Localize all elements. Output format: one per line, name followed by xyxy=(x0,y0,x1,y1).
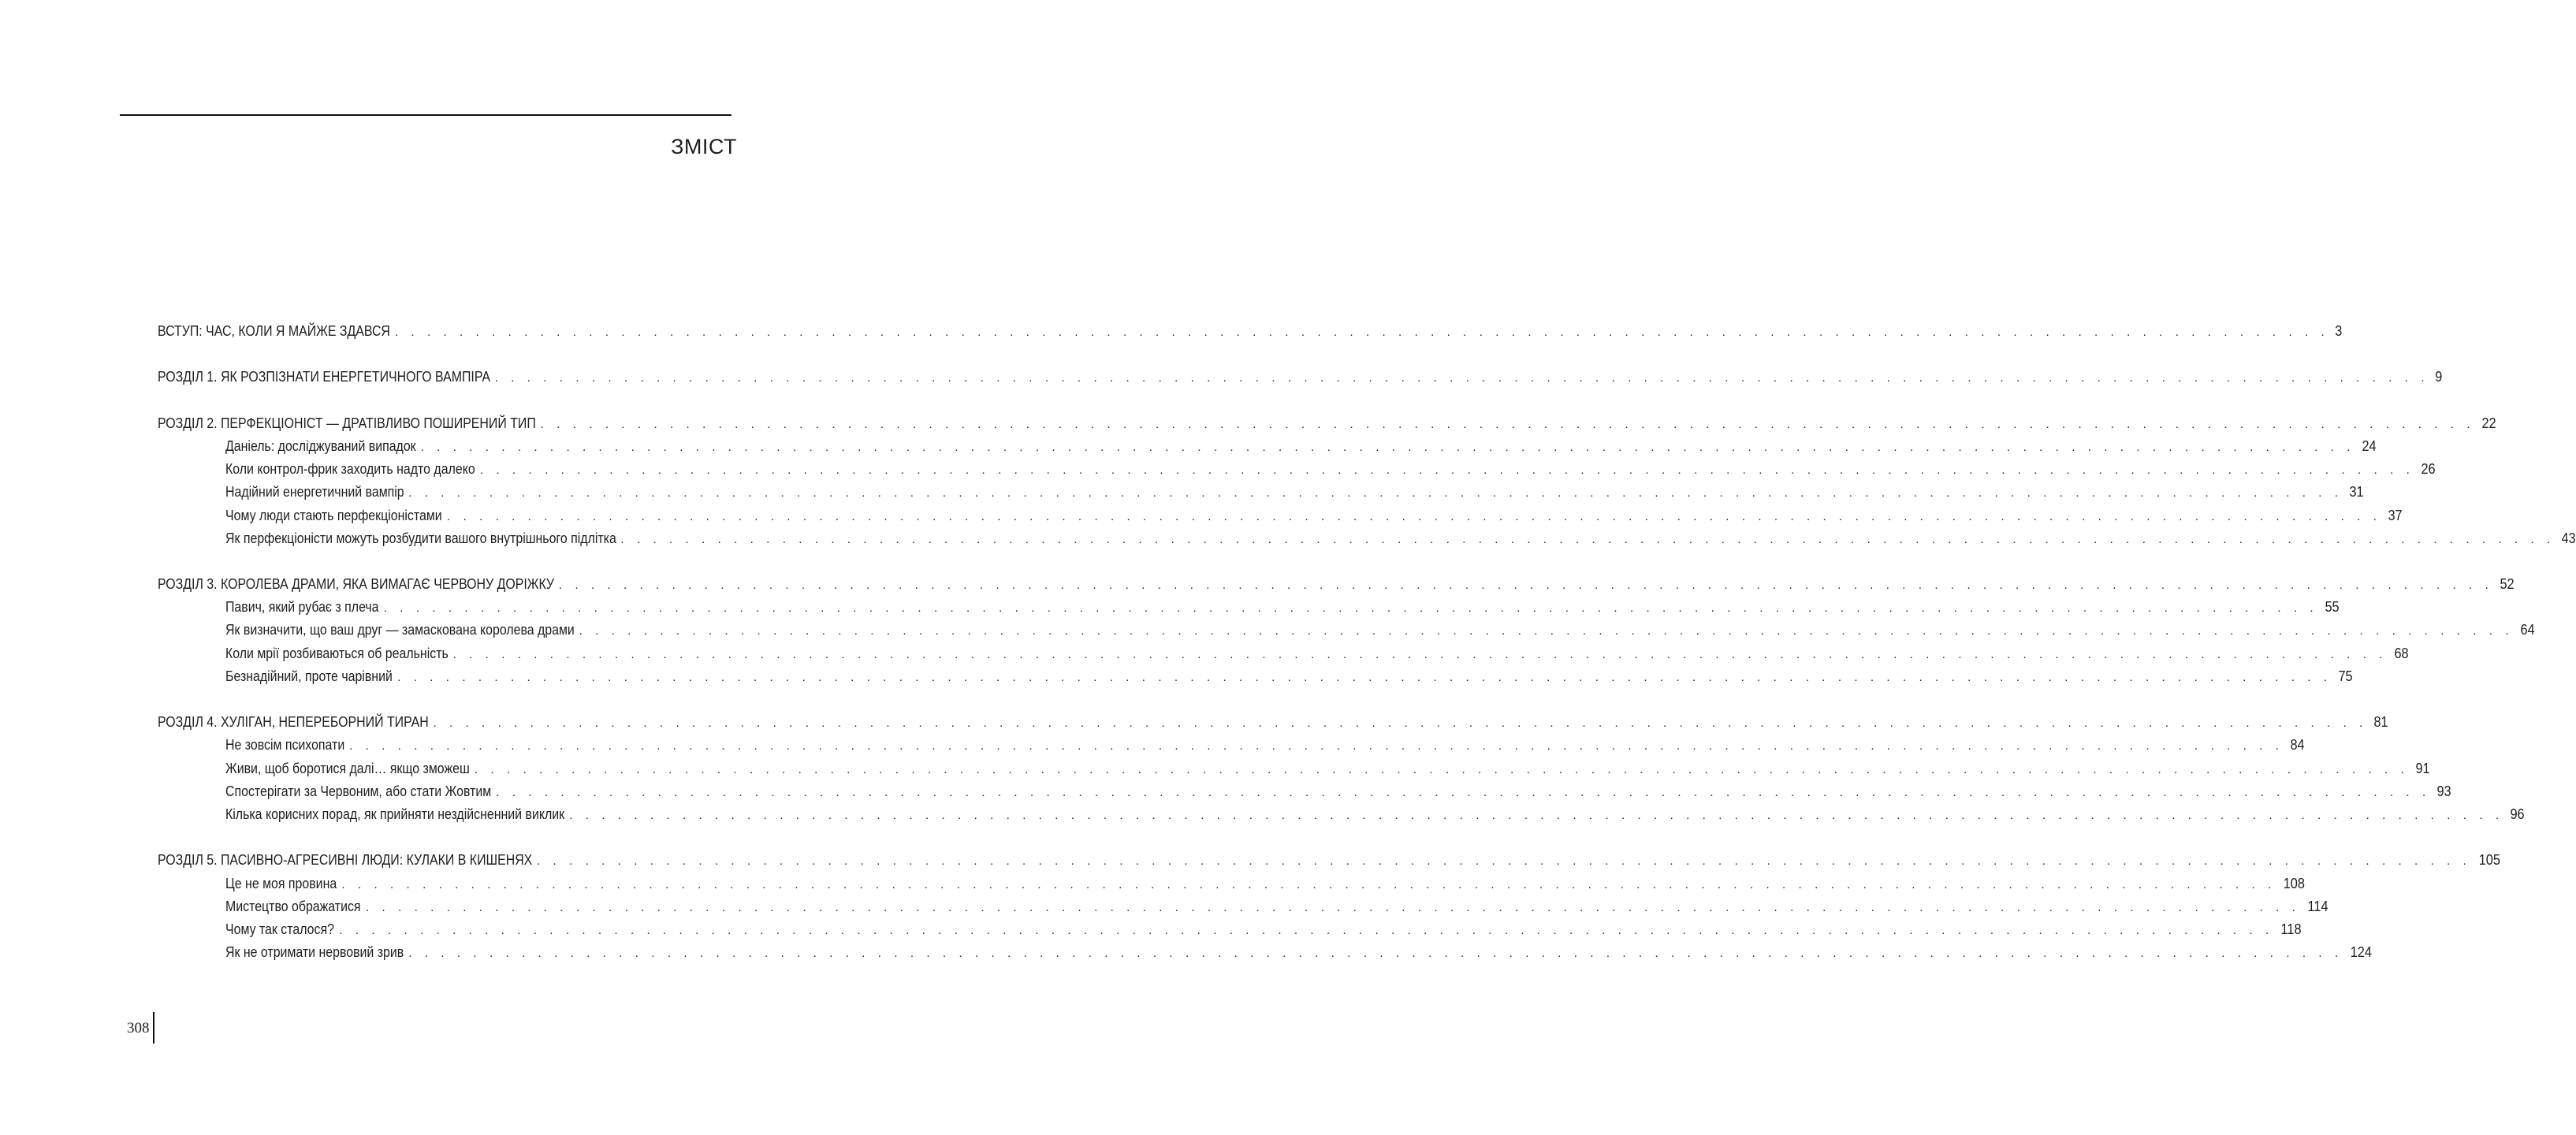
toc-leader-dots: . . . . . . . . . . . . . . . . . . . . . . . . . . . . . . . . . . . . . . . . . . . . . . . . . . . . . . . . . . . . . . . . . . . . . . . . . . . . . . . . . . . . . . . . . . . . . . . . . . . . . . . . . . . . . . . . . . . . . . . . xyxy=(408,486,2343,501)
toc-entry-page: 37 xyxy=(2388,506,2403,523)
toc-entry-title: Павич, який рубає з плеча xyxy=(225,598,379,616)
toc-entry-title: Як не отримати нервовий зрив xyxy=(225,943,404,961)
toc-entry-title: Спостерігати за Червоним, або стати Жовтим xyxy=(225,782,492,799)
toc-entry-title: Даніель: досліджуваний випадок xyxy=(225,437,416,454)
toc-leader-dots: . . . . . . . . . . . . . . . . . . . . . . . . . . . . . . . . . . . . . . . . . . . . . . . . . . . . . . . . . . . . . . . . . . . . . . . . . . . . . . . . . . . . . . . . . . . . . . . . . . . . . . . . . . . . . . . . . . . . . . . . xyxy=(447,509,2381,523)
toc-section-entry[interactable] xyxy=(158,802,2525,825)
toc-chapter-entry[interactable] xyxy=(158,365,2442,388)
toc-entry-title: Надійний енергетичний вампір xyxy=(225,483,404,501)
toc-entry-title: Живи, щоб боротися далі… якщо зможеш xyxy=(225,759,470,776)
toc-chapter-entry[interactable] xyxy=(158,848,2500,871)
toc-gap xyxy=(158,342,722,365)
toc-section-entry[interactable] xyxy=(158,642,2409,664)
toc-entry-page: 26 xyxy=(2421,460,2436,478)
page-number: 308 xyxy=(127,1020,150,1036)
toc-entry-page: 9 xyxy=(2434,368,2442,385)
toc-section-entry[interactable] xyxy=(158,940,2373,963)
toc-leader-dots: . . . . . . . . . . . . . . . . . . . . . . . . . . . . . . . . . . . . . . . . . . . . . . . . . . . . . . . . . . . . . . . . . . . . . . . . . . . . . . . . . . . . . . . . . . . . . . . . . . . . . . . . . . . . . . . . . . . . . . . . xyxy=(558,579,2493,593)
toc-entry-title: Як визначити, що ваш друг — замаскована королева драми xyxy=(225,621,575,638)
toc-chapter-entry[interactable] xyxy=(158,572,2515,595)
toc-entry-page: 118 xyxy=(2280,920,2302,937)
toc-entry-page: 22 xyxy=(2481,414,2496,431)
toc-entry-page: 96 xyxy=(2510,805,2525,822)
toc-gap xyxy=(158,825,722,848)
toc-entry-title: Коли контрол-фрик заходить надто далеко xyxy=(225,460,475,478)
toc-leader-dots: . . . . . . . . . . . . . . . . . . . . . . . . . . . . . . . . . . . . . . . . . . . . . . . . . . . . . . . . . . . . . . . . . . . . . . . . . . . . . . . . . . . . . . . . . . . . . . . . . . . . . . . . . . . . . . . . . . . . . . . . xyxy=(341,877,2276,891)
toc-leader-dots: . . . . . . . . . . . . . . . . . . . . . . . . . . . . . . . . . . . . . . . . . . . . . . . . . . . . . . . . . . . . . . . . . . . . . . . . . . . . . . . . . . . . . . . . . . . . . . . . . . . . . . . . . . . . . . . . . . . . . . . . xyxy=(540,417,2475,431)
toc-section-entry[interactable] xyxy=(158,895,2328,917)
toc-entry-page: 124 xyxy=(2350,943,2373,961)
toc-entry-page: 43 xyxy=(2561,529,2576,546)
toc-entry-page: 24 xyxy=(2362,437,2377,454)
toc-leader-dots: . . . . . . . . . . . . . . . . . . . . . . . . . . . . . . . . . . . . . . . . . . . . . . . . . . . . . . . . . . . . . . . . . . . . . . . . . . . . . . . . . . . . . . . . . . . . . . . . . . . . . . . . . . . . . . . . . . . . . . . . xyxy=(408,947,2343,961)
toc-leader-dots: . . . . . . . . . . . . . . . . . . . . . . . . . . . . . . . . . . . . . . . . . . . . . . . . . . . . . . . . . . . . . . . . . . . . . . . . . . . . . . . . . . . . . . . . . . . . . . . . . . . . . . . . . . . . . . . . . . . . . . . . xyxy=(620,532,2556,546)
toc-entry-title: РОЗДІЛ 5. ПАСИВНО-АГРЕСИВНІ ЛЮДИ: КУЛАКИ В КИШЕНЯХ xyxy=(158,851,533,869)
toc-entry-title: РОЗДІЛ 2. ПЕРФЕКЦІОНІСТ — ДРАТІВЛИВО ПОШИРЕНИЙ ТИП xyxy=(158,414,536,431)
toc-entry-page: 84 xyxy=(2290,736,2305,754)
toc-chapter-entry[interactable] xyxy=(158,710,2388,733)
toc-entry-page: 105 xyxy=(2478,851,2500,869)
toc-chapter-entry[interactable] xyxy=(158,319,2343,342)
toc-leader-dots: . . . . . . . . . . . . . . . . . . . . . . . . . . . . . . . . . . . . . . . . . . . . . . . . . . . . . . . . . . . . . . . . . . . . . . . . . . . . . . . . . . . . . . . . . . . . . . . . . . . . . . . . . . . . . . . . . . . . . . . . xyxy=(474,762,2409,776)
toc-gap xyxy=(158,389,722,411)
toc-leader-dots: . . . . . . . . . . . . . . . . . . . . . . . . . . . . . . . . . . . . . . . . . . . . . . . . . . . . . . . . . . . . . . . . . . . . . . . . . . . . . . . . . . . . . . . . . . . . . . . . . . . . . . . . . . . . . . . . . . . . . . . . xyxy=(452,647,2388,661)
toc-entry-page: 108 xyxy=(2284,874,2306,891)
toc-entry-title: РОЗДІЛ 4. ХУЛІГАН, НЕПЕРЕБОРНИЙ ТИРАН xyxy=(158,713,429,731)
toc-leader-dots: . . . . . . . . . . . . . . . . . . . . . . . . . . . . . . . . . . . . . . . . . . . . . . . . . . . . . . . . . . . . . . . . . . . . . . . . . . . . . . . . . . . . . . . . . . . . . . . . . . . . . . . . . . . . . . . . . . . . . . . . xyxy=(479,463,2414,478)
toc-entry-page: 31 xyxy=(2349,483,2364,501)
toc-entry-title: РОЗДІЛ 1. ЯК РОЗПІЗНАТИ ЕНЕРГЕТИЧНОГО ВАМПІРА xyxy=(158,368,490,385)
toc-leader-dots: . . . . . . . . . . . . . . . . . . . . . . . . . . . . . . . . . . . . . . . . . . . . . . . . . . . . . . . . . . . . . . . . . . . . . . . . . . . . . . . . . . . . . . . . . . . . . . . . . . . . . . . . . . . . . . . . . . . . . . . . xyxy=(496,785,2431,799)
toc-section-entry[interactable] xyxy=(158,504,2403,527)
toc-section-entry[interactable] xyxy=(158,457,2436,480)
toc-entry-title: Не зовсім психопати xyxy=(225,736,345,754)
toc-entry-title: ВСТУП: ЧАС, КОЛИ Я МАЙЖЕ ЗДАВСЯ xyxy=(158,322,390,339)
toc-leader-dots: . . . . . . . . . . . . . . . . . . . . . . . . . . . . . . . . . . . . . . . . . . . . . . . . . . . . . . . . . . . . . . . . . . . . . . . . . . . . . . . . . . . . . . . . . . . . . . . . . . . . . . . . . . . . . . . . . . . . . . . . xyxy=(397,670,2332,684)
page-title: ЗМІСТ xyxy=(671,135,737,158)
toc-section-entry[interactable] xyxy=(158,872,2306,895)
toc-leader-dots: . . . . . . . . . . . . . . . . . . . . . . . . . . . . . . . . . . . . . . . . . . . . . . . . . . . . . . . . . . . . . . . . . . . . . . . . . . . . . . . . . . . . . . . . . . . . . . . . . . . . . . . . . . . . . . . . . . . . . . . . xyxy=(349,739,2284,754)
toc-gap xyxy=(158,687,722,710)
toc-entry-page: 68 xyxy=(2394,644,2409,661)
toc-leader-dots: . . . . . . . . . . . . . . . . . . . . . . . . . . . . . . . . . . . . . . . . . . . . . . . . . . . . . . . . . . . . . . . . . . . . . . . . . . . . . . . . . . . . . . . . . . . . . . . . . . . . . . . . . . . . . . . . . . . . . . . . xyxy=(569,808,2504,822)
toc-section-entry[interactable] xyxy=(158,733,2305,756)
table-of-contents xyxy=(158,319,2576,963)
toc-leader-dots: . . . . . . . . . . . . . . . . . . . . . . . . . . . . . . . . . . . . . . . . . . . . . . . . . . . . . . . . . . . . . . . . . . . . . . . . . . . . . . . . . . . . . . . . . . . . . . . . . . . . . . . . . . . . . . . . . . . . . . . . xyxy=(339,923,2274,937)
toc-entry-title: Мистецтво ображатися xyxy=(225,897,361,914)
toc-entry-title: Це не моя провина xyxy=(225,874,337,891)
toc-leader-dots: . . . . . . . . . . . . . . . . . . . . . . . . . . . . . . . . . . . . . . . . . . . . . . . . . . . . . . . . . . . . . . . . . . . . . . . . . . . . . . . . . . . . . . . . . . . . . . . . . . . . . . . . . . . . . . . . . . . . . . . . xyxy=(394,326,2329,339)
toc-leader-dots: . . . . . . . . . . . . . . . . . . . . . . . . . . . . . . . . . . . . . . . . . . . . . . . . . . . . . . . . . . . . . . . . . . . . . . . . . . . . . . . . . . . . . . . . . . . . . . . . . . . . . . . . . . . . . . . . . . . . . . . . xyxy=(433,716,2368,731)
toc-entry-page: 3 xyxy=(2335,322,2343,339)
toc-section-entry[interactable] xyxy=(158,780,2451,802)
toc-entry-page: 75 xyxy=(2338,667,2353,684)
toc-leader-dots: . . . . . . . . . . . . . . . . . . . . . . . . . . . . . . . . . . . . . . . . . . . . . . . . . . . . . . . . . . . . . . . . . . . . . . . . . . . . . . . . . . . . . . . . . . . . . . . . . . . . . . . . . . . . . . . . . . . . . . . . xyxy=(366,900,2300,914)
toc-leader-dots: . . . . . . . . . . . . . . . . . . . . . . . . . . . . . . . . . . . . . . . . . . . . . . . . . . . . . . . . . . . . . . . . . . . . . . . . . . . . . . . . . . . . . . . . . . . . . . . . . . . . . . . . . . . . . . . . . . . . . . . . xyxy=(579,624,2514,638)
toc-entry-title: Як перфекціоністи можуть розбудити вашого внутрішнього підлітка xyxy=(225,529,616,546)
toc-entry-page: 114 xyxy=(2307,897,2328,914)
toc-leader-dots: . . . . . . . . . . . . . . . . . . . . . . . . . . . . . . . . . . . . . . . . . . . . . . . . . . . . . . . . . . . . . . . . . . . . . . . . . . . . . . . . . . . . . . . . . . . . . . . . . . . . . . . . . . . . . . . . . . . . . . . . xyxy=(420,440,2355,454)
toc-section-entry[interactable] xyxy=(158,434,2377,457)
top-rule xyxy=(120,114,731,116)
toc-section-entry[interactable] xyxy=(158,757,2430,780)
toc-entry-page: 64 xyxy=(2520,621,2535,638)
toc-section-entry[interactable] xyxy=(158,480,2364,503)
toc-entry-page: 81 xyxy=(2373,713,2388,731)
toc-entry-title: РОЗДІЛ 3. КОРОЛЕВА ДРАМИ, ЯКА ВИМАГАЄ ЧЕРВОНУ ДОРІЖКУ xyxy=(158,575,555,593)
toc-entry-title: Коли мрії розбиваються об реальність xyxy=(225,644,449,661)
toc-entry-title: Безнадійний, проте чарівний xyxy=(225,667,393,684)
toc-leader-dots: . . . . . . . . . . . . . . . . . . . . . . . . . . . . . . . . . . . . . . . . . . . . . . . . . . . . . . . . . . . . . . . . . . . . . . . . . . . . . . . . . . . . . . . . . . . . . . . . . . . . . . . . . . . . . . . . . . . . . . . . xyxy=(383,601,2318,616)
toc-entry-title: Чому люди стають перфекціоністами xyxy=(225,506,442,523)
toc-entry-page: 91 xyxy=(2415,759,2430,776)
toc-section-entry[interactable] xyxy=(158,664,2353,687)
toc-gap xyxy=(158,549,722,572)
toc-chapter-entry[interactable] xyxy=(158,411,2496,434)
page-number-rule xyxy=(153,1012,154,1044)
toc-section-entry[interactable] xyxy=(158,595,2340,618)
toc-entry-page: 52 xyxy=(2500,575,2515,593)
toc-leader-dots: . . . . . . . . . . . . . . . . . . . . . . . . . . . . . . . . . . . . . . . . . . . . . . . . . . . . . . . . . . . . . . . . . . . . . . . . . . . . . . . . . . . . . . . . . . . . . . . . . . . . . . . . . . . . . . . . . . . . . . . . xyxy=(536,854,2471,869)
toc-section-entry[interactable] xyxy=(158,917,2302,940)
toc-entry-page: 93 xyxy=(2436,782,2451,799)
toc-section-entry[interactable] xyxy=(158,618,2535,641)
toc-entry-title: Чому так сталося? xyxy=(225,920,334,937)
toc-entry-page: 55 xyxy=(2325,598,2340,616)
toc-section-entry[interactable] xyxy=(158,527,2576,549)
toc-entry-title: Кілька корисних порад, як прийняти нездійсненний виклик xyxy=(225,805,565,822)
toc-leader-dots: . . . . . . . . . . . . . . . . . . . . . . . . . . . . . . . . . . . . . . . . . . . . . . . . . . . . . . . . . . . . . . . . . . . . . . . . . . . . . . . . . . . . . . . . . . . . . . . . . . . . . . . . . . . . . . . . . . . . . . . . xyxy=(494,371,2429,385)
